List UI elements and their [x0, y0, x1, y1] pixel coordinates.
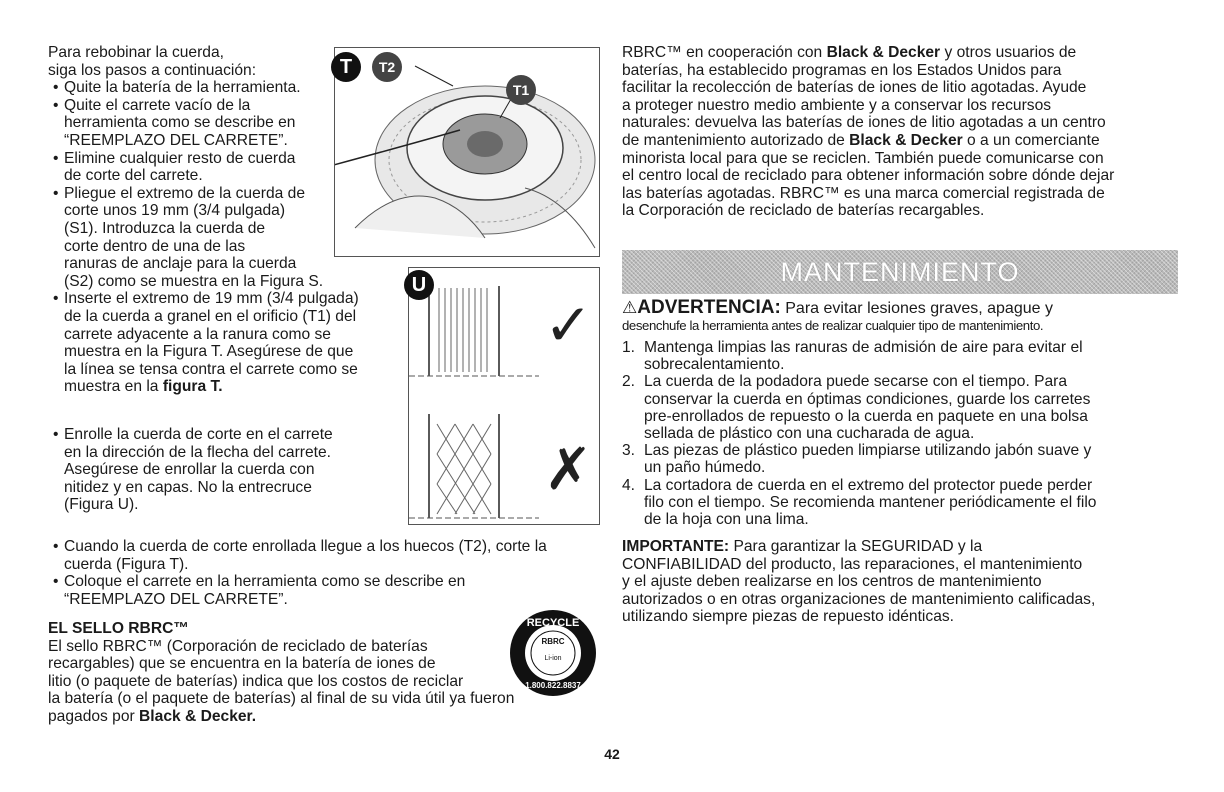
text-line: La cortadora de cuerda en el extremo del protector puede perder: [644, 476, 1093, 494]
text-line: CONFIABILIDAD del producto, las reparaciones, el mantenimiento: [622, 555, 1083, 573]
text-line: las baterías agotadas. RBRC™ es una marca comercial registrada de: [622, 184, 1105, 202]
text-line: “REEMPLAZO DEL CARRETE”.: [64, 590, 288, 608]
text-line: baterías, ha establecido programas en los Estados Unidos para: [622, 61, 1062, 79]
important-block: [622, 538, 1192, 626]
text-line: • Coloque el carrete en la herramienta como se describe en: [64, 573, 466, 591]
rbrc-paragraph: [622, 44, 1192, 220]
maintenance-title: MANTENIMIENTO: [780, 256, 1020, 287]
text-line: (S2) como se muestra en la Figura S.: [64, 272, 324, 290]
maintenance-list-wrap: [622, 339, 1192, 528]
text-line: conservar la cuerda en óptimas condiciones, guarde los carretes: [644, 390, 1091, 408]
figure-t: [334, 47, 600, 257]
text-line: muestra en la figura T.: [64, 378, 223, 396]
warning-title: ADVERTENCIA:: [637, 297, 781, 318]
text-line: filo con el tiempo. Se recomienda mantener periódicamente el filo: [644, 493, 1097, 511]
text-line: • Enrolle la cuerda de corte en el carrete: [64, 426, 333, 443]
text-line: la Corporación de reciclado de baterías recargables.: [622, 202, 985, 220]
text-line: El sello RBRC™ (Corporación de reciclado de baterías: [48, 637, 428, 655]
text-line: el centro local de reciclado para obtener información sobre dónde dejar: [622, 167, 1115, 185]
rewind-steps-c: [48, 538, 608, 608]
bullet-item: [48, 573, 608, 608]
maintenance-item: 2. La cuerda de la podadora puede secarse con el tiempo. Para conservar la cuerda en óptimas condiciones, guarde los carretes pre-enrollados de repuesto o la cuerda en paquete en una bolsa sellada de plástico con una cucharada de agua.: [622, 373, 1192, 442]
important-first: Para garantizar la SEGURIDAD y la: [729, 538, 983, 555]
bullet-item: [48, 538, 608, 573]
left-column-c: [48, 538, 608, 608]
text-line: • Cuando la cuerda de corte enrollada llegue a los huecos (T2), corte la: [64, 538, 547, 555]
text-line: • Inserte el extremo de 19 mm (3/4 pulgada): [64, 290, 359, 308]
text-line: utilizando siempre piezas de repuesto idénticas.: [622, 608, 954, 626]
left-column-b: [48, 426, 428, 514]
text-line: pagados por Black & Decker.: [48, 707, 257, 725]
text-line: minorista local para que se reciclen. También puede comunicarse con: [622, 149, 1104, 167]
warning-line-2: desenchufe la herramienta antes de realizar cualquier tipo de mantenimiento.: [622, 318, 1044, 333]
text-line: de mantenimiento autorizado de Black & Decker o a un comerciante: [622, 131, 1100, 149]
text-line: autorizados o en otras organizaciones de mantenimiento calificadas,: [622, 590, 1096, 608]
text-line: la batería (o el paquete de baterías) al final de su vida útil ya fueron: [48, 690, 515, 708]
text-line: herramienta como se describe en: [64, 114, 296, 132]
warning-text: Para evitar lesiones graves, apague y: [780, 300, 1053, 317]
logo-liion-text: Li-ion: [544, 655, 562, 662]
important-label: IMPORTANTE:: [622, 538, 730, 555]
t2-label: T2: [372, 52, 402, 82]
maintenance-list: [622, 339, 1192, 528]
figure-t-badge: T: [331, 52, 361, 82]
important-text: [622, 556, 1192, 626]
text-line: nitidez y en capas. No la entrecruce: [64, 478, 312, 496]
logo-rbrc-text: RBRC: [541, 637, 565, 646]
text-line: RBRC™ en cooperación con Black & Decker y otros usuarios de: [622, 44, 1077, 61]
recycle-seal-icon: [508, 608, 598, 698]
warning-triangle-icon: ⚠: [622, 298, 638, 317]
text-line: carrete adyacente a la ranura como se: [64, 325, 331, 343]
text-line: y el ajuste deben realizarse en los centros de mantenimiento: [622, 573, 1042, 591]
page-number: 42: [604, 746, 620, 762]
maintenance-item: 3. Las piezas de plástico pueden limpiarse utilizando jabón suave y un paño húmedo.: [622, 442, 1192, 476]
text-line: de la hoja con una lima.: [644, 511, 809, 529]
figure-u-badge: U: [404, 270, 434, 300]
text-line: naturales: devuelva las baterías de iones de litio agotadas a un centro: [622, 114, 1106, 132]
text-line: corte dentro de una de las: [64, 237, 246, 255]
text-line: de corte del carrete.: [64, 167, 203, 185]
text-line: • Elimine cualquier resto de cuerda: [64, 149, 296, 167]
text-line: muestra en la Figura T. Asegúrese de que: [64, 343, 354, 361]
text-line: • Quite el carrete vacío de la: [64, 96, 251, 114]
t1-label: T1: [506, 75, 536, 105]
logo-phone-text: 1.800.822.8837: [525, 681, 581, 690]
text-line: a proteger nuestro medio ambiente y a conservar los recursos: [622, 96, 1052, 114]
cross-mark-icon: ✗: [544, 437, 593, 502]
check-mark-icon: ✓: [544, 293, 593, 358]
text-line: Para rebobinar la cuerda,: [48, 44, 224, 61]
maintenance-item: 1. Mantenga limpias las ranuras de admisión de aire para evitar el sobrecalentamiento.: [622, 339, 1192, 373]
text-line: La cuerda de la podadora puede secarse con el tiempo. Para: [644, 373, 1068, 391]
text-line: “REEMPLAZO DEL CARRETE”.: [64, 131, 288, 149]
spool-illustration: [335, 48, 599, 256]
maintenance-item: 4. La cortadora de cuerda en el extremo del protector puede perder filo con el tiempo. Se recomienda mantener periódicamente el filo de la hoja con una lima.: [622, 477, 1192, 529]
text-line: cuerda (Figura T).: [64, 555, 189, 573]
text-line: • Quite la batería de la herramienta.: [64, 79, 301, 97]
text-line: Asegúrese de enrollar la cuerda con: [64, 461, 315, 479]
text-line: (S1). Introduzca la cuerda de: [64, 219, 266, 237]
text-line: facilitar la recolección de baterías de iones de litio agotadas. Ayude: [622, 79, 1087, 97]
maintenance-banner: [622, 250, 1178, 294]
warning-block: [622, 298, 1192, 334]
logo-recycle-text: RECYCLE: [526, 617, 580, 629]
text-line: Las piezas de plástico pueden limpiarse utilizando jabón suave y: [644, 442, 1092, 460]
text-line: de la cuerda a granel en el orificio (T1) del: [64, 307, 357, 325]
text-line: pre-enrollados de repuesto o la cuerda en paquete en una bolsa: [644, 407, 1088, 425]
text-line: (Figura U).: [64, 496, 139, 514]
text-line: Mantenga limpias las ranuras de admisión de aire para evitar el: [644, 339, 1083, 356]
text-line: corte unos 19 mm (3/4 pulgada): [64, 202, 286, 220]
rbrc-recycle-logo: [508, 608, 598, 698]
bullet-item: [48, 426, 428, 514]
text-line: ranuras de anclaje para la cuerda: [64, 255, 297, 273]
text-line: litio (o paquete de baterías) indica que los costos de reciclar: [48, 672, 464, 690]
text-line: un paño húmedo.: [644, 459, 766, 477]
text-line: sobrecalentamiento.: [644, 356, 785, 374]
text-line: en la dirección de la flecha del carrete.: [64, 443, 331, 461]
text-line: sellada de plástico con una cucharada de agua.: [644, 425, 975, 443]
seal-heading: EL SELLO RBRC™: [48, 620, 189, 637]
text-line: • Pliegue el extremo de la cuerda de: [64, 184, 305, 202]
text-line: recargables) que se encuentra en la batería de iones de: [48, 655, 436, 673]
rewind-steps-b: [48, 426, 428, 514]
text-line: la línea se tensa contra el carrete como se: [64, 360, 358, 378]
text-line: siga los pasos a continuación:: [48, 61, 257, 79]
